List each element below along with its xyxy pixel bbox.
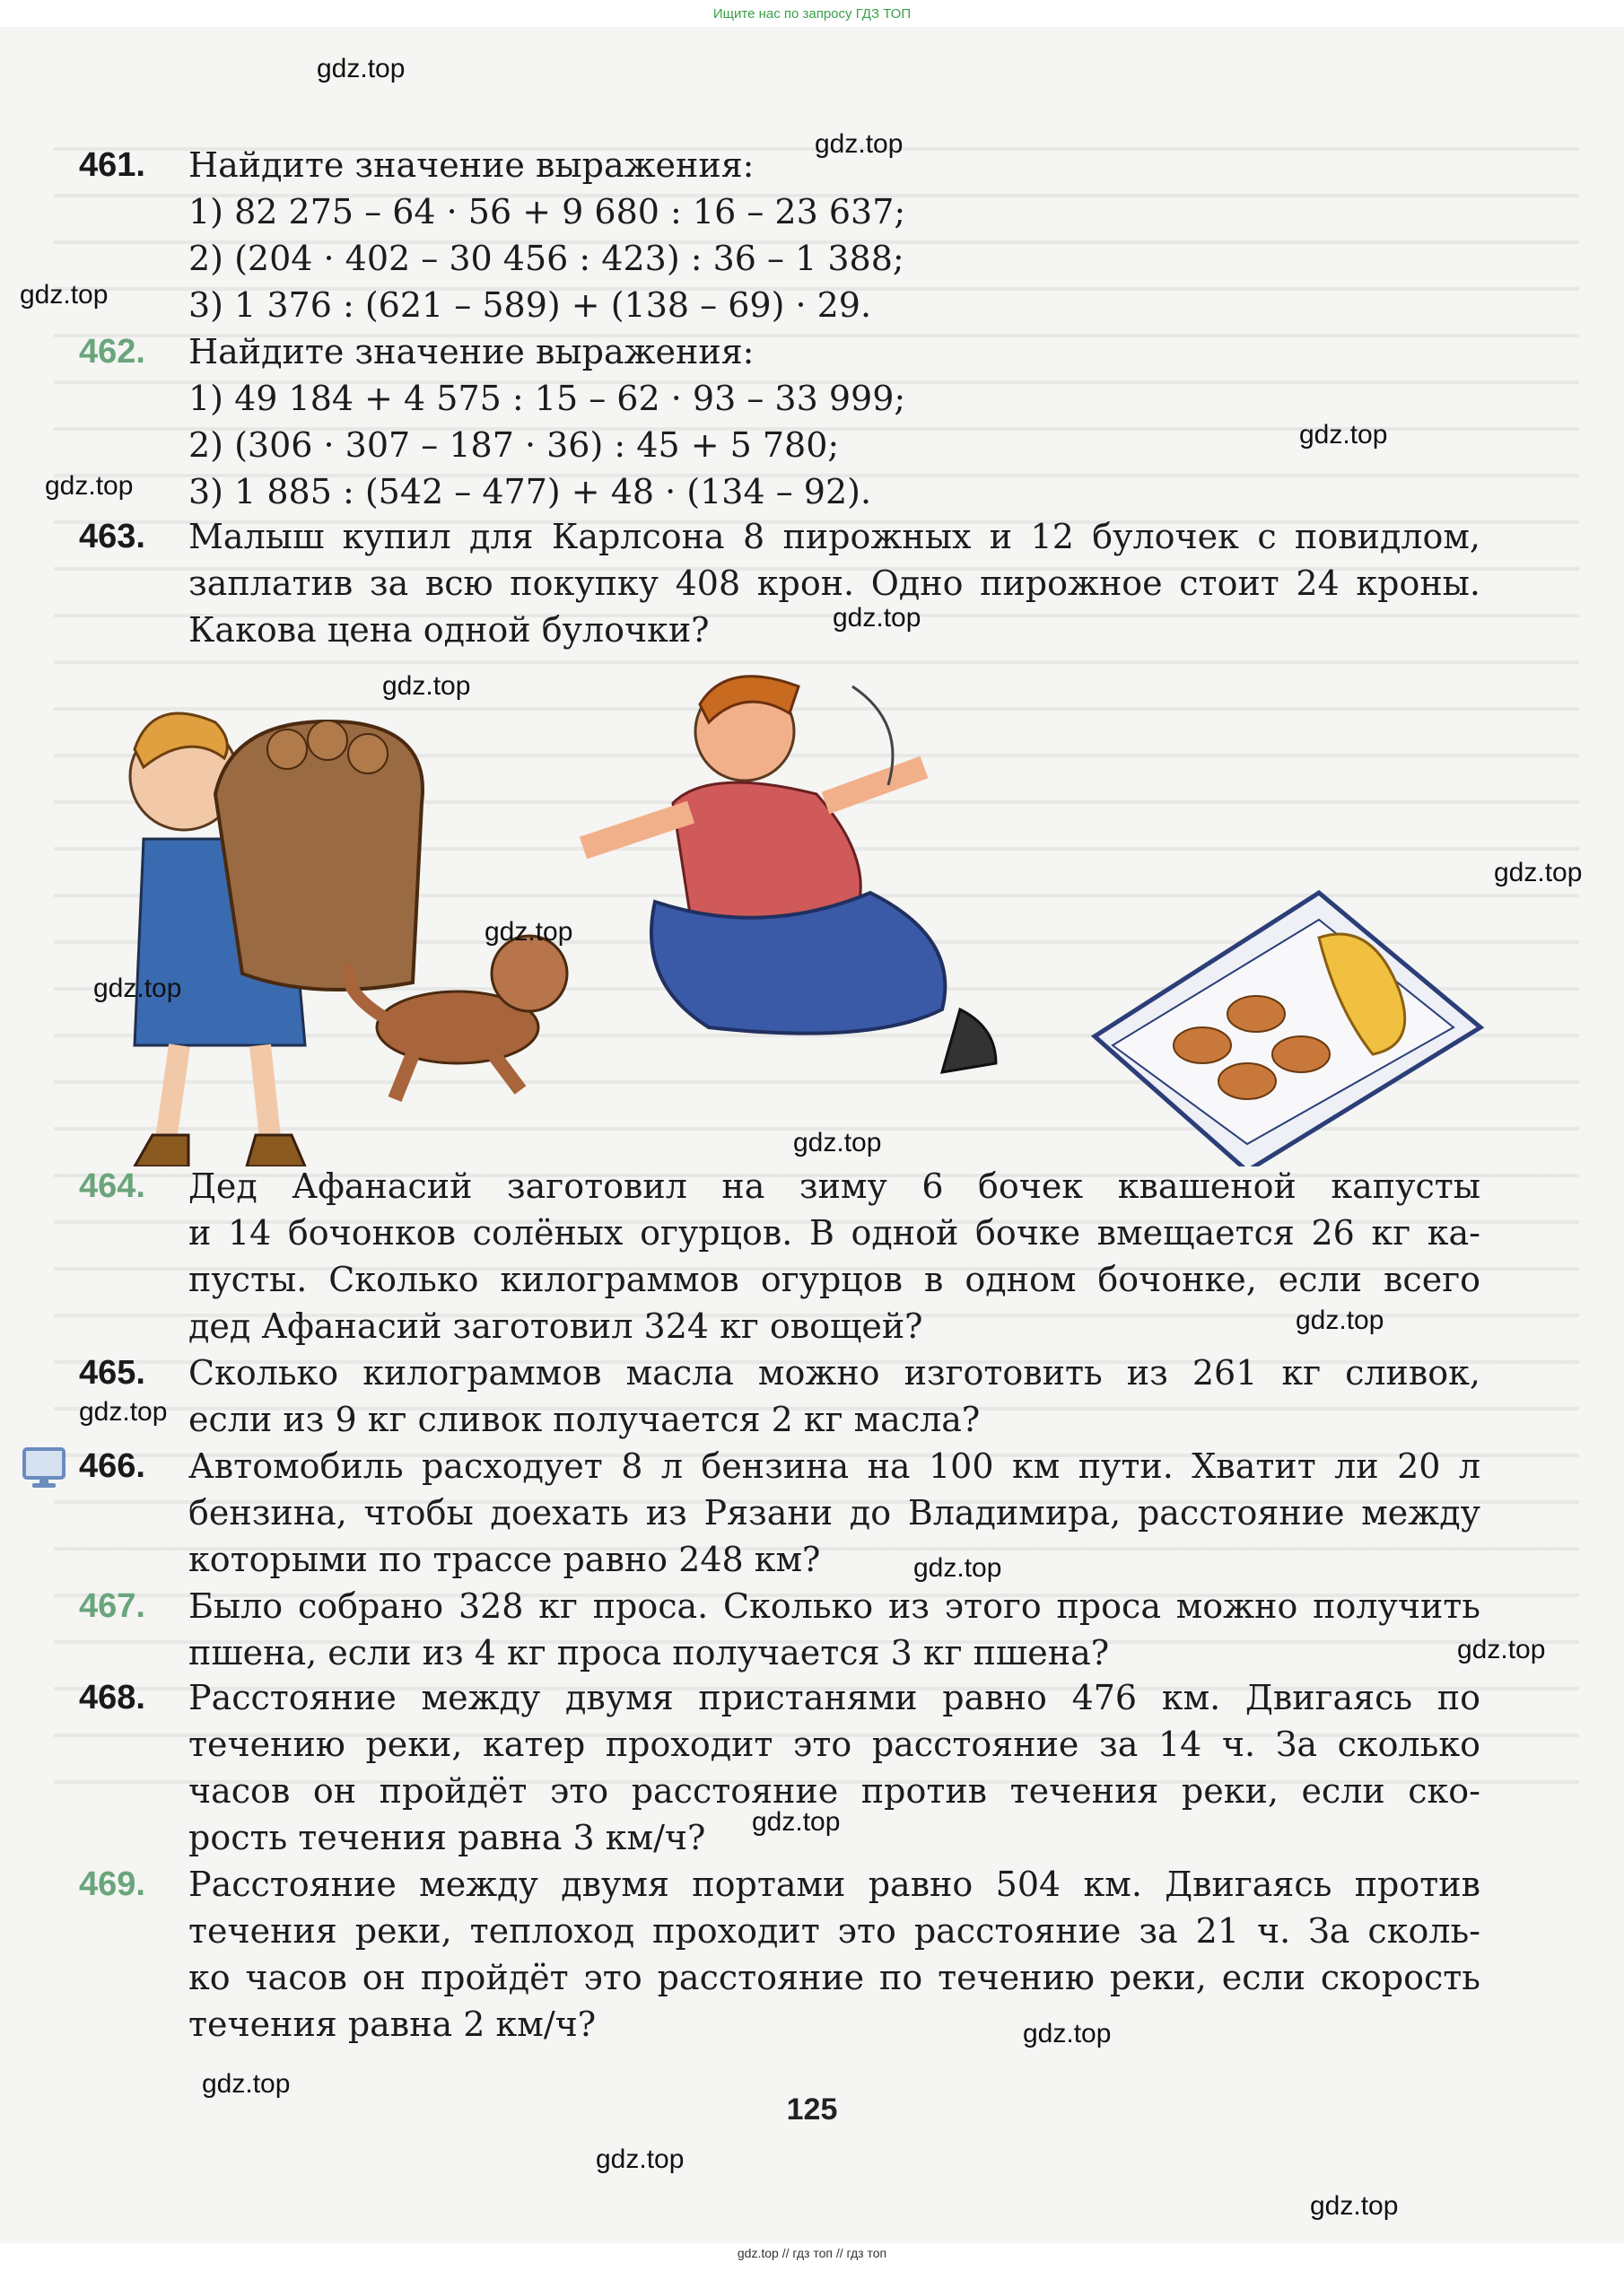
watermark: gdz.top [1457,1635,1546,1664]
watermark: gdz.top [596,2144,685,2174]
problem-number: 464. [79,1167,145,1205]
watermark: gdz.top [833,603,921,633]
pastry-tray-figure [1095,893,1480,1166]
problem-text [188,1443,1480,1583]
problem-text [188,1349,1480,1443]
illustration-malysh-karlsson [81,668,1498,1166]
problem-line: Дед Афанасий заготовил на зиму 6 бочек квашеной капусты [188,1166,1480,1206]
watermark: gdz.top [793,1128,882,1157]
problem-line: 2) (306 · 307 – 187 · 36) : 45 + 5 780; [188,425,840,465]
problem-number: 468. [79,1679,145,1716]
problem-line: и 14 бочонков солёных огурцов. В одной бочке вмещается 26 кг ка- [188,1213,1480,1253]
watermark: gdz.top [1310,2191,1399,2221]
boy-with-sack-figure [130,713,423,1166]
watermark: gdz.top [913,1553,1002,1583]
problem-text [188,142,1515,328]
problem-line: Малыш купил для Карлсона 8 пирожных и 12 булочек с повидлом, [188,517,1480,556]
problem-number: 463. [79,518,145,555]
watermark: gdz.top [20,280,109,310]
problem-number: 469. [79,1865,145,1903]
problem-line: Было собрано 328 кг проса. Сколько из этого проса можно получить [188,1586,1480,1626]
watermark: gdz.top [1296,1306,1384,1335]
watermark: gdz.top [815,129,904,159]
problem-line: пшена, если из 4 кг проса получается 3 кг пшена? [188,1633,1110,1673]
problem-number: 461. [79,146,145,184]
watermark: gdz.top [485,917,573,947]
problem-461 [79,142,1515,328]
problem-465 [79,1349,1515,1443]
problem-line: 3) 1 885 : (542 – 477) + 48 · (134 – 92). [188,472,872,511]
problem-line: если из 9 кг сливок получается 2 кг масла? [188,1400,981,1439]
problem-number: 467. [79,1587,145,1625]
top-banner: Ищите нас по запросу ГДЗ ТОП [712,6,912,22]
problem-line: 3) 1 376 : (621 – 589) + (138 – 69) · 29. [188,285,872,325]
problem-line: Сколько килограммов масла можно изготовить из 261 кг сливок, [188,1353,1480,1393]
problem-line: 2) (204 · 402 – 30 456 : 423) : 36 – 1 388; [188,239,904,278]
problem-line: Расстояние между двумя портами равно 504 км. Двигаясь против [188,1865,1480,1904]
watermark: gdz.top [1023,2019,1112,2048]
problem-463 [79,513,1515,653]
problem-line: заплатив за всю покупку 408 крон. Одно пирожное стоит 24 кроны. [188,563,1480,603]
problem-line: Найдите значение выражения: [188,332,755,371]
problem-467 [79,1583,1515,1676]
watermark: gdz.top [202,2069,291,2099]
problem-number: 465. [79,1354,145,1392]
watermark: gdz.top [1494,858,1583,887]
problem-line: дед Афанасий заготовил 324 кг овощей? [188,1306,923,1346]
watermark: gdz.top [79,1397,168,1427]
watermark: gdz.top [1299,420,1388,450]
problem-line: Какова цена одной булочки? [188,610,710,650]
problem-text [188,1861,1480,2048]
watermark: gdz.top [45,471,134,501]
problem-line: которыми по трассе равно 248 км? [188,1540,821,1579]
problem-line: 1) 49 184 + 4 575 : 15 – 62 · 93 – 33 999; [188,379,906,418]
problem-469 [79,1861,1515,2048]
problem-number: 466. [79,1447,145,1485]
watermark: gdz.top [382,671,471,701]
problem-line: течения равна 2 км/ч? [188,2005,597,2044]
problem-line: часов он пройдёт это расстояние против течения реки, если ско- [188,1771,1480,1811]
problem-line: рость течения равна 3 км/ч? [188,1818,706,1857]
problem-466 [79,1443,1515,1583]
bottom-banner: gdz.top // гдз топ // гдз топ [737,2246,887,2260]
problem-line: 1) 82 275 – 64 · 56 + 9 680 : 16 – 23 637; [188,192,906,231]
computer-monitor-icon [22,1446,66,1489]
problem-line: течению реки, катер проходит это расстояние за 14 ч. За сколько [188,1725,1480,1764]
problem-number: 462. [79,333,145,371]
problem-line: Расстояние между двумя пристанями равно 476 км. Двигаясь по [188,1678,1480,1717]
watermark: gdz.top [752,1807,841,1837]
problem-line: Найдите значение выражения: [188,145,755,185]
page-number: 125 [786,2092,838,2127]
problem-line: Автомобиль расходует 8 л бензина на 100 км пути. Хватит ли 20 л [188,1446,1480,1486]
problem-line: ко часов он пройдёт это расстояние по течению реки, если скорость [188,1958,1480,1997]
problem-text [188,1583,1480,1676]
karlsson-figure [583,677,996,1072]
problem-line: бензина, чтобы доехать из Рязани до Владимира, расстояние между [188,1493,1480,1533]
problem-text [188,1163,1480,1349]
problem-line: течения реки, теплоход проходит это расстояние за 21 ч. За сколь- [188,1911,1480,1951]
watermark: gdz.top [93,974,182,1003]
watermark: gdz.top [317,54,406,83]
problem-line: пусты. Сколько килограммов огурцов в одном бочонке, если всего [188,1260,1480,1299]
